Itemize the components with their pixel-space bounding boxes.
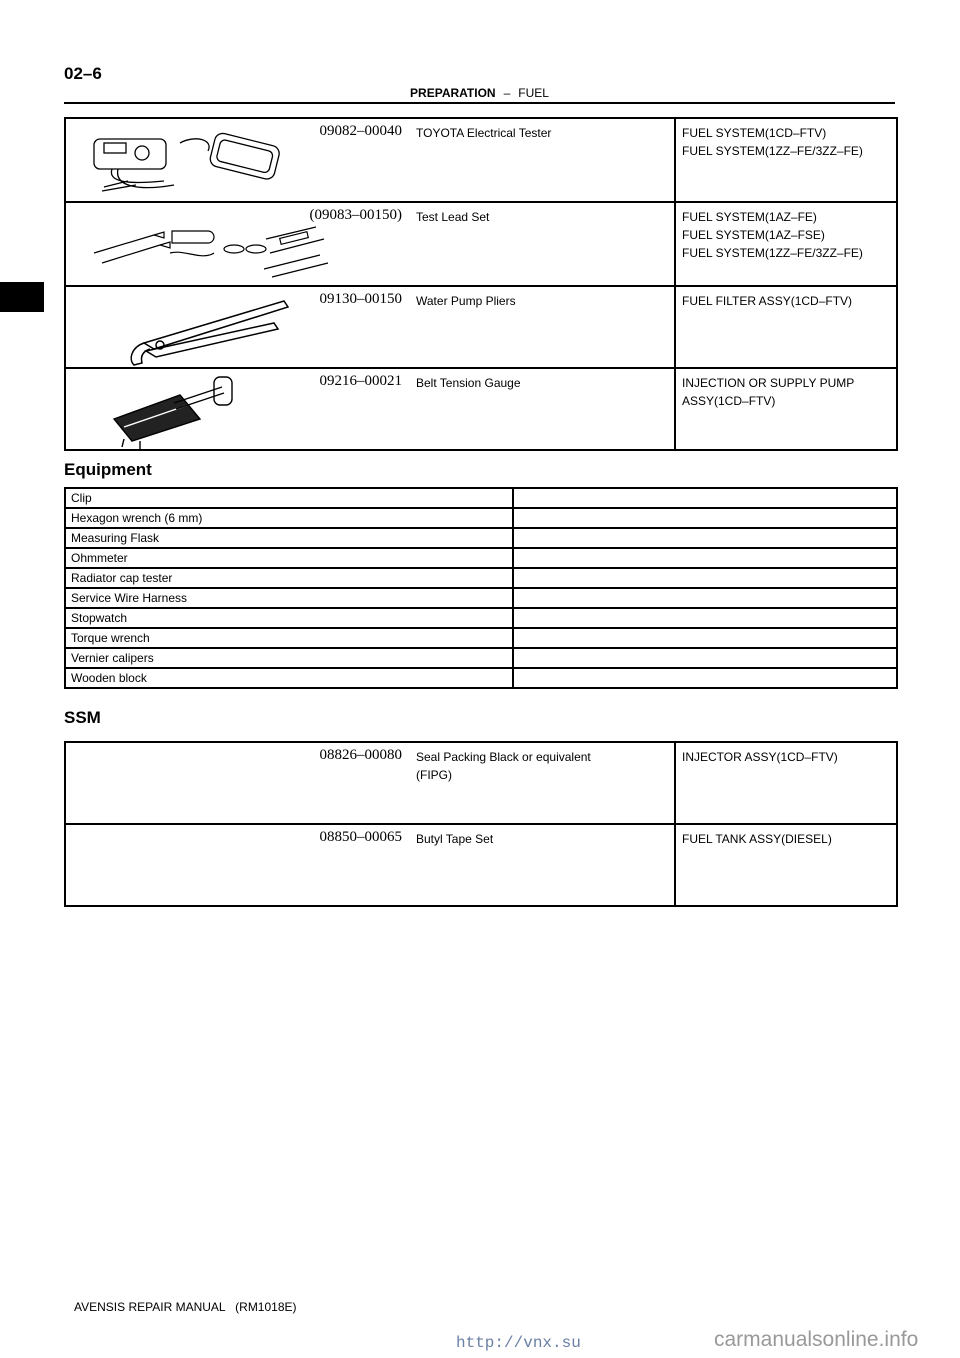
- empty-cell: [513, 508, 897, 528]
- part-number: 09130–00150: [319, 291, 402, 307]
- empty-cell: [513, 668, 897, 688]
- empty-cell: [513, 608, 897, 628]
- table-row: [65, 628, 897, 648]
- material-name: Butyl Tape Set: [416, 832, 494, 846]
- equipment-item: Service Wire Harness: [65, 588, 513, 608]
- empty-cell: [513, 548, 897, 568]
- equipment-heading: Equipment: [64, 460, 152, 479]
- tool-name: Water Pump Pliers: [416, 294, 516, 308]
- usage-line: ASSY(1CD–FTV): [682, 394, 776, 408]
- tool-image-cell: [65, 368, 410, 450]
- section-tab-marker: [0, 282, 44, 312]
- part-number: 08826–00080: [319, 747, 402, 763]
- page-number: 02–6: [64, 64, 102, 83]
- usage-line: FUEL SYSTEM(1ZZ–FE/3ZZ–FE): [682, 246, 863, 260]
- table-row: [65, 286, 897, 368]
- table-row: [65, 668, 897, 688]
- usage-line: FUEL SYSTEM(1AZ–FE): [682, 210, 817, 224]
- material-name-cell: [410, 824, 675, 906]
- usage-line: FUEL FILTER ASSY(1CD–FTV): [682, 294, 853, 308]
- subsection-title: FUEL: [518, 86, 549, 100]
- equipment-item: Vernier calipers: [65, 648, 513, 668]
- part-number: 08850–00065: [319, 829, 402, 845]
- belt-tension-gauge-icon: [84, 375, 344, 451]
- test-lead-set-icon: [84, 209, 344, 285]
- part-number: 09082–00040: [319, 123, 402, 139]
- ssm-table: [64, 741, 898, 907]
- tool-image-cell: [65, 202, 410, 286]
- usage-line: FUEL SYSTEM(1CD–FTV): [682, 126, 827, 140]
- table-row: [65, 202, 897, 286]
- table-row: [65, 548, 897, 568]
- equipment-item: Stopwatch: [65, 608, 513, 628]
- watermark-site: carmanualsonline.info: [714, 1328, 919, 1351]
- equipment-item: Radiator cap tester: [65, 568, 513, 588]
- material-usage-cell: [675, 824, 897, 906]
- tool-image-cell: [65, 286, 410, 368]
- tool-name-cell: [410, 118, 675, 202]
- usage-line: FUEL TANK ASSY(DIESEL): [682, 832, 832, 846]
- table-row: [65, 568, 897, 588]
- ssm-heading: SSM: [64, 708, 101, 727]
- tool-name: TOYOTA Electrical Tester: [416, 126, 552, 140]
- empty-cell: [513, 648, 897, 668]
- water-pump-pliers-icon: [84, 293, 344, 369]
- tool-usage-cell: [675, 368, 897, 450]
- section-title: PREPARATION: [410, 86, 496, 100]
- usage-line: INJECTOR ASSY(1CD–FTV): [682, 750, 838, 764]
- material-name-cell: [410, 742, 675, 824]
- material-name: (FIPG): [416, 768, 452, 782]
- empty-cell: [513, 488, 897, 508]
- table-row: [65, 488, 897, 508]
- tool-name-cell: [410, 368, 675, 450]
- table-row: [65, 608, 897, 628]
- usage-line: FUEL SYSTEM(1AZ–FSE): [682, 228, 825, 242]
- running-header: [64, 86, 895, 104]
- table-row: [65, 824, 897, 906]
- part-number: 09216–00021: [319, 373, 402, 389]
- material-usage-cell: [675, 742, 897, 824]
- tool-usage-cell: [675, 118, 897, 202]
- tool-name: Belt Tension Gauge: [416, 376, 521, 390]
- table-row: [65, 648, 897, 668]
- equipment-item: Clip: [65, 488, 513, 508]
- header-separator: –: [503, 86, 511, 100]
- material-name: Seal Packing Black or equivalent: [416, 750, 591, 764]
- empty-cell: [513, 628, 897, 648]
- tool-name-cell: [410, 202, 675, 286]
- tool-usage-cell: [675, 286, 897, 368]
- table-row: [65, 588, 897, 608]
- empty-cell: [513, 528, 897, 548]
- tool-name: Test Lead Set: [416, 210, 490, 224]
- material-image-cell: [65, 824, 410, 906]
- part-number: (09083–00150): [309, 207, 402, 223]
- tool-usage-cell: [675, 202, 897, 286]
- table-row: [65, 368, 897, 450]
- table-row: [65, 528, 897, 548]
- tool-image-cell: [65, 118, 410, 202]
- equipment-table: [64, 487, 898, 689]
- sst-table: [64, 117, 898, 451]
- equipment-item: Wooden block: [65, 668, 513, 688]
- table-row: [65, 118, 897, 202]
- equipment-item: Measuring Flask: [65, 528, 513, 548]
- table-row: [65, 508, 897, 528]
- equipment-item: Ohmmeter: [65, 548, 513, 568]
- usage-line: FUEL SYSTEM(1ZZ–FE/3ZZ–FE): [682, 144, 863, 158]
- material-image-cell: [65, 742, 410, 824]
- electrical-tester-icon: [84, 125, 344, 201]
- table-row: [65, 742, 897, 824]
- watermark-link[interactable]: http://vnx.su: [456, 1334, 581, 1352]
- tool-name-cell: [410, 286, 675, 368]
- equipment-item: Hexagon wrench (6 mm): [65, 508, 513, 528]
- equipment-item: Torque wrench: [65, 628, 513, 648]
- usage-line: INJECTION OR SUPPLY PUMP: [682, 376, 855, 390]
- empty-cell: [513, 568, 897, 588]
- footer-manual-title: AVENSIS REPAIR MANUAL (RM1018E): [74, 1300, 297, 1314]
- empty-cell: [513, 588, 897, 608]
